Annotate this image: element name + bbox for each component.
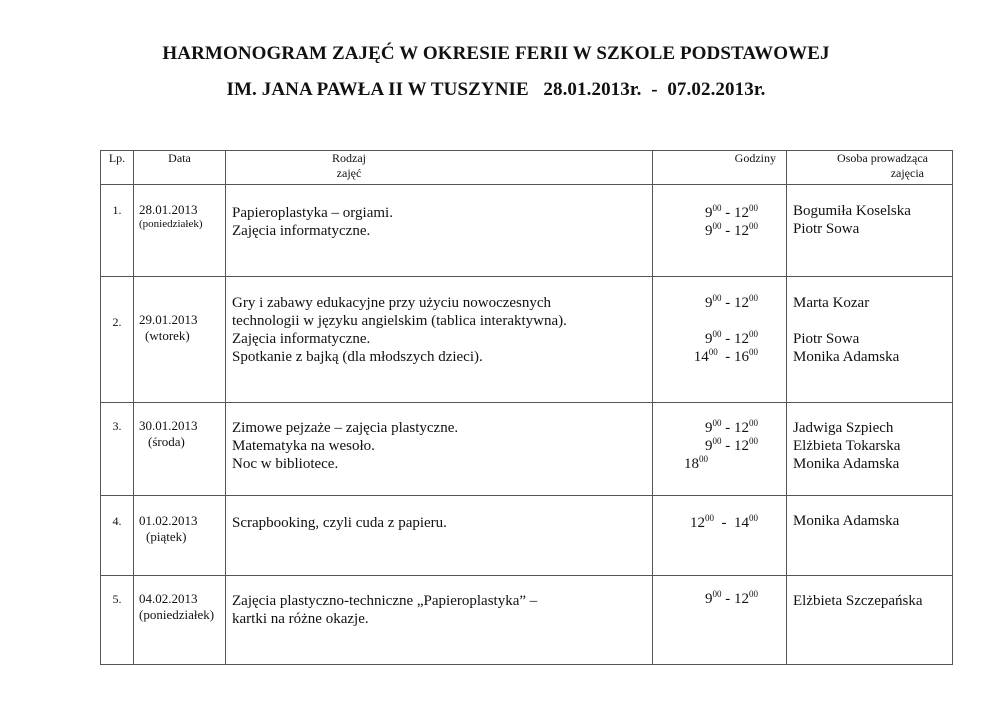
row-activities bbox=[226, 496, 653, 576]
person-line: Elżbieta Tokarska bbox=[793, 438, 901, 454]
hours-separator: - bbox=[714, 515, 734, 531]
minute-end: 00 bbox=[749, 293, 758, 303]
person-line: Jadwiga Szpiech bbox=[793, 420, 894, 436]
row-persons bbox=[787, 576, 953, 665]
header-osoba-line-1: Osoba prowadząca bbox=[837, 151, 928, 165]
hours-line bbox=[653, 437, 758, 455]
row-persons bbox=[787, 496, 953, 576]
minute-end: 00 bbox=[749, 203, 758, 213]
row-lp bbox=[101, 403, 134, 496]
row-persons bbox=[787, 403, 953, 496]
hours-line bbox=[653, 204, 758, 222]
minute-start: 00 bbox=[712, 203, 722, 213]
row-date bbox=[134, 403, 226, 496]
hour-start: 9 bbox=[705, 205, 713, 221]
activity-line: Zajęcia plastyczno-techniczne „Papieroplastyka” – bbox=[232, 593, 538, 609]
person-line: Bogumiła Koselska bbox=[793, 203, 911, 219]
hours-line bbox=[653, 455, 758, 473]
document-title-line-1: HARMONOGRAM ZAJĘĆ W OKRESIE FERII W SZKOLE PODSTAWOWEJ bbox=[162, 43, 830, 64]
document-title-line-2: IM. JANA PAWŁA II W TUSZYNIE 28.01.2013r. - 07.02.2013r. bbox=[226, 79, 766, 100]
activity-line: Papieroplastyka – orgiami. bbox=[232, 205, 393, 221]
hour-start: 9 bbox=[705, 420, 713, 436]
person-line: Marta Kozar bbox=[793, 295, 870, 311]
row-date bbox=[134, 277, 226, 403]
hour-start: 9 bbox=[705, 591, 713, 607]
header-data bbox=[134, 151, 226, 185]
hour-start: 14 bbox=[693, 349, 709, 365]
header-data-label: Data bbox=[168, 151, 191, 165]
row-activities bbox=[226, 576, 653, 665]
hours-line bbox=[653, 590, 758, 608]
minute-start: 00 bbox=[712, 418, 722, 428]
hours-separator: - bbox=[721, 205, 734, 221]
row-day-value: (piątek) bbox=[146, 529, 187, 544]
minute-end: 00 bbox=[749, 589, 758, 599]
hours-line bbox=[653, 348, 758, 366]
activity-line: Matematyka na wesoło. bbox=[232, 438, 375, 454]
hour-start: 9 bbox=[705, 438, 713, 454]
table-row bbox=[101, 496, 953, 576]
row-hours bbox=[653, 277, 787, 403]
row-persons bbox=[787, 185, 953, 277]
person-line: Piotr Sowa bbox=[793, 221, 860, 237]
row-hours bbox=[653, 185, 787, 277]
hour-end: 12 bbox=[734, 420, 749, 436]
hours-line bbox=[653, 514, 758, 532]
row-date-value: 30.01.2013 bbox=[139, 418, 198, 433]
minute-start: 00 bbox=[712, 293, 722, 303]
activity-line: Scrapbooking, czyli cuda z papieru. bbox=[232, 515, 447, 531]
hour-end: 12 bbox=[734, 223, 749, 239]
hours-separator: - bbox=[721, 438, 734, 454]
activity-line: Zajęcia informatyczne. bbox=[232, 223, 371, 239]
minute-start: 00 bbox=[712, 436, 722, 446]
hours-separator: - bbox=[721, 331, 734, 347]
minute-end: 00 bbox=[749, 329, 758, 339]
row-lp bbox=[101, 185, 134, 277]
hours-separator: - bbox=[717, 349, 734, 365]
activity-line: Gry i zabawy edukacyjne przy użyciu nowoczesnych bbox=[232, 295, 552, 311]
person-line: Monika Adamska bbox=[793, 349, 900, 365]
table-row bbox=[101, 185, 953, 277]
table-row bbox=[101, 576, 953, 665]
header-lp-label: Lp. bbox=[108, 151, 126, 165]
row-activities bbox=[226, 403, 653, 496]
activity-line: Spotkanie z bajką (dla młodszych dzieci). bbox=[232, 349, 483, 365]
hour-start: 12 bbox=[690, 515, 705, 531]
row-lp-value: 2. bbox=[112, 315, 122, 329]
hour-end: 16 bbox=[734, 349, 749, 365]
minute-start: 00 bbox=[712, 221, 722, 231]
row-date-value: 01.02.2013 bbox=[139, 513, 198, 528]
row-day-value: (środa) bbox=[148, 434, 185, 449]
hour-start: 18 bbox=[684, 456, 699, 472]
minute-end: 00 bbox=[749, 513, 758, 523]
row-date-value: 28.01.2013 bbox=[139, 202, 198, 217]
activity-line: technologii w języku angielskim (tablica interaktywna). bbox=[232, 313, 567, 329]
header-osoba-line-2: zajęcia bbox=[890, 166, 924, 180]
person-line: Elżbieta Szczepańska bbox=[793, 593, 923, 609]
minute-end: 00 bbox=[749, 221, 758, 231]
minute-start: 00 bbox=[708, 347, 718, 357]
row-date-value: 04.02.2013 bbox=[139, 591, 198, 606]
header-rodzaj-line-2: zajęć bbox=[336, 166, 362, 180]
hour-end: 12 bbox=[734, 205, 749, 221]
row-lp bbox=[101, 576, 134, 665]
table-header-row bbox=[101, 151, 953, 185]
hours-separator: - bbox=[721, 223, 734, 239]
hours-line bbox=[653, 222, 758, 240]
hour-end: 12 bbox=[734, 295, 749, 311]
header-rodzaj bbox=[226, 151, 653, 185]
row-date bbox=[134, 576, 226, 665]
row-activities bbox=[226, 185, 653, 277]
row-lp bbox=[101, 496, 134, 576]
row-date-value: 29.01.2013 bbox=[139, 312, 198, 327]
person-line: Monika Adamska bbox=[793, 513, 900, 529]
row-date bbox=[134, 185, 226, 277]
header-osoba bbox=[787, 151, 953, 185]
row-hours bbox=[653, 576, 787, 665]
hour-end: 12 bbox=[734, 438, 749, 454]
header-rodzaj-line-1: Rodzaj bbox=[332, 151, 366, 165]
hour-end: 12 bbox=[734, 591, 749, 607]
activity-line: Zajęcia informatyczne. bbox=[232, 331, 371, 347]
minute-end: 00 bbox=[749, 436, 758, 446]
row-lp-value: 3. bbox=[112, 419, 122, 433]
row-day-value: (wtorek) bbox=[145, 328, 190, 343]
minute-end: 00 bbox=[749, 347, 758, 357]
minute-start: 00 bbox=[705, 513, 714, 523]
row-date bbox=[134, 496, 226, 576]
hours-separator: - bbox=[721, 420, 734, 436]
row-lp-value: 5. bbox=[112, 592, 122, 606]
table-row bbox=[101, 403, 953, 496]
row-lp bbox=[101, 277, 134, 403]
row-lp-value: 1. bbox=[112, 203, 122, 217]
hours-line bbox=[653, 330, 758, 348]
activity-line: Zimowe pejzaże – zajęcia plastyczne. bbox=[232, 420, 459, 436]
hours-separator: - bbox=[721, 295, 734, 311]
row-persons bbox=[787, 277, 953, 403]
row-lp-value: 4. bbox=[112, 514, 122, 528]
hours-line bbox=[653, 294, 758, 312]
row-activities bbox=[226, 277, 653, 403]
hour-start: 9 bbox=[705, 331, 713, 347]
row-day-value: (poniedziałek) bbox=[139, 218, 203, 230]
person-line: Piotr Sowa bbox=[793, 331, 860, 347]
activity-line: kartki na różne okazje. bbox=[232, 611, 369, 627]
minute-start: 00 bbox=[712, 589, 722, 599]
schedule-table bbox=[100, 150, 953, 665]
activity-line: Noc w bibliotece. bbox=[232, 456, 339, 472]
row-day-value: (poniedziałek) bbox=[139, 607, 215, 622]
table-row bbox=[101, 277, 953, 403]
hours-separator: - bbox=[721, 591, 734, 607]
person-line: Monika Adamska bbox=[793, 456, 900, 472]
hour-start: 9 bbox=[705, 223, 713, 239]
minute-end: 00 bbox=[749, 418, 758, 428]
row-hours bbox=[653, 403, 787, 496]
hour-end: 12 bbox=[734, 331, 749, 347]
row-hours bbox=[653, 496, 787, 576]
hour-end: 14 bbox=[734, 515, 749, 531]
header-lp bbox=[101, 151, 134, 185]
header-godziny bbox=[653, 151, 787, 185]
minute-start: 00 bbox=[712, 329, 722, 339]
header-godziny-label: Godziny bbox=[734, 151, 776, 165]
hours-line bbox=[653, 419, 758, 437]
hour-start: 9 bbox=[705, 295, 713, 311]
minute-start: 00 bbox=[699, 454, 708, 464]
